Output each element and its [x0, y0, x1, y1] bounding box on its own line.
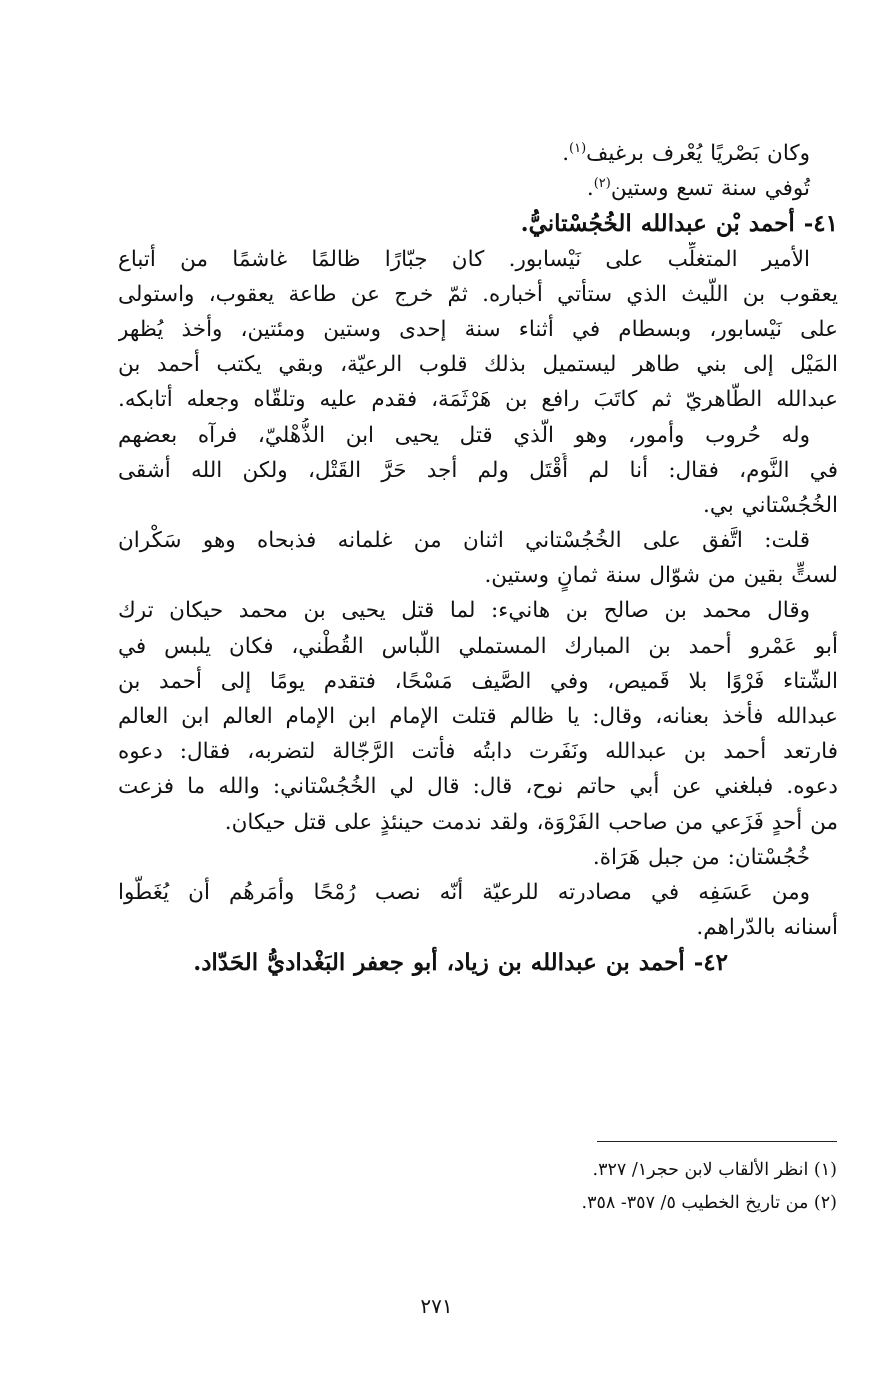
line-text: قلت: اتَّفق على الخُجُسْتاني اثنان من غلمانه فذبحاه وهو سَكْران	[118, 528, 810, 554]
body-text	[118, 136, 838, 981]
footnote: (٢) من تاريخ الخطيب ٥/ ٣٥٧- ٣٥٨.	[581, 1193, 837, 1213]
line-text: وكان بَصْريًا يُعْرف برغيف	[586, 141, 810, 166]
footnote-separator	[597, 1141, 837, 1142]
text-line	[118, 734, 838, 769]
line-text: الخُجُسْتاني بي.	[703, 492, 838, 518]
line-text: من أحدٍ فَزَعي من صاحب الفَرْوَة، ولقد ندمت حينئذٍ على قتل حيكان.	[224, 809, 838, 835]
entry-heading	[118, 945, 838, 980]
line-text: فارتعد أحمد بن عبدالله ونَفَرت دابتُه فأتت الرَّجّالة لتضربه، فقال: دعوه	[118, 739, 838, 765]
line-text: عبدالله فأخذ بعنانه، وقال: يا ظالم قتلت الإمام ابن الإمام العالم ابن العالم	[118, 704, 838, 729]
line-text: ٤٢- أحمد بن عبدالله بن زياد، أبو جعفر البَغْداديُّ الحَدّاد.	[193, 949, 728, 977]
line-tail: .	[562, 141, 570, 166]
text-line	[118, 136, 838, 171]
line-text: الأمير المتغلِّب على نَيْسابور. كان جبّارًا ظالمًا غاشمًا من أتباع	[118, 246, 810, 272]
text-line	[118, 418, 838, 453]
text-line	[118, 347, 838, 382]
footnote-marker: (١)	[569, 140, 587, 156]
line-text: ومن عَسَفِه في مصادرته للرعيّة أنّه نصب رُمْحًا وأمَرهُم أن يُغَطّوا	[118, 879, 810, 905]
line-text: ٤١- أحمد بْن عبدالله الخُجُسْتانيُّ.	[520, 210, 838, 238]
text-line	[118, 699, 838, 734]
text-line	[118, 523, 838, 558]
text-line	[118, 664, 838, 699]
line-text: لستٍّ بقين من شوّال سنة ثمانٍ وستين.	[484, 563, 838, 589]
text-line	[118, 840, 838, 875]
line-text: وقال محمد بن صالح بن هانيء: لما قتل يحيى بن محمد حيكان ترك	[118, 598, 810, 624]
line-text: وله حُروب وأمور، وهو الّذي قتل يحيى ابن الذُّهْليّ، فرآه بعضهم	[118, 422, 810, 448]
text-line	[118, 242, 838, 277]
footnotes	[300, 1154, 837, 1220]
line-tail: .	[586, 176, 594, 202]
line-text: خُجُسْتان: من جبل هَرَاة.	[592, 844, 810, 870]
text-line	[118, 769, 838, 804]
text-line	[118, 910, 838, 945]
page-number: ٢٧١	[420, 1294, 453, 1318]
text-line	[118, 171, 838, 206]
line-text: أسنانه بالدّراهم.	[696, 915, 838, 941]
line-text: أبو عَمْرو أحمد بن المبارك المستملي اللّباس القُطْني، فكان يلبس في	[118, 633, 838, 659]
text-line	[118, 488, 838, 523]
text-line	[118, 593, 838, 628]
line-text: على نَيْسابور، وبسطام في أثناء سنة إحدى وستين ومئتين، وأخذ يُظهر	[118, 316, 838, 342]
text-line	[118, 382, 838, 417]
text-line	[118, 558, 838, 593]
line-text: يعقوب بن اللَّيث الذي ستأتي أخباره. ثمّ خرج عن طاعة يعقوب، واستولى	[118, 281, 838, 307]
footnote: (١) انظر الألقاب لابن حجر١/ ٣٢٧.	[592, 1160, 837, 1180]
text-line	[118, 312, 838, 347]
text-line	[118, 453, 838, 488]
line-text: دعوه. فبلغني عن أبي حاتم نوح، قال: قال لي الخُجُسْتاني: والله ما فزعت	[118, 774, 838, 800]
entry-heading	[118, 206, 838, 241]
line-text: في النَّوم، فقال: أنا لم أُقْتَل ولم أجد حَرَّ القَتْل، ولكن الله أشقى	[118, 457, 838, 483]
footnote-marker: (٢)	[593, 176, 611, 192]
text-line	[118, 875, 838, 910]
line-text: عبدالله الطّاهريّ ثم كاتَبَ رافع بن هَرْثَمَة، فقدم عليه وتلقّاه وجعله أتابكه.	[118, 387, 838, 413]
line-text: الشّتاء فَرْوًا بلا قَميص، وفي الصَّيف مَسْحًا، فتقدم يومًا إلى أحمد بن	[118, 668, 838, 694]
text-line	[118, 805, 838, 840]
text-line	[118, 277, 838, 312]
text-line	[118, 629, 838, 664]
line-text: تُوفي سنة تسع وستين	[610, 176, 810, 202]
line-text: المَيْل إلى بني طاهر ليستميل بذلك قلوب الرعيّة، وبقي يكتب أحمد بن	[118, 352, 838, 378]
